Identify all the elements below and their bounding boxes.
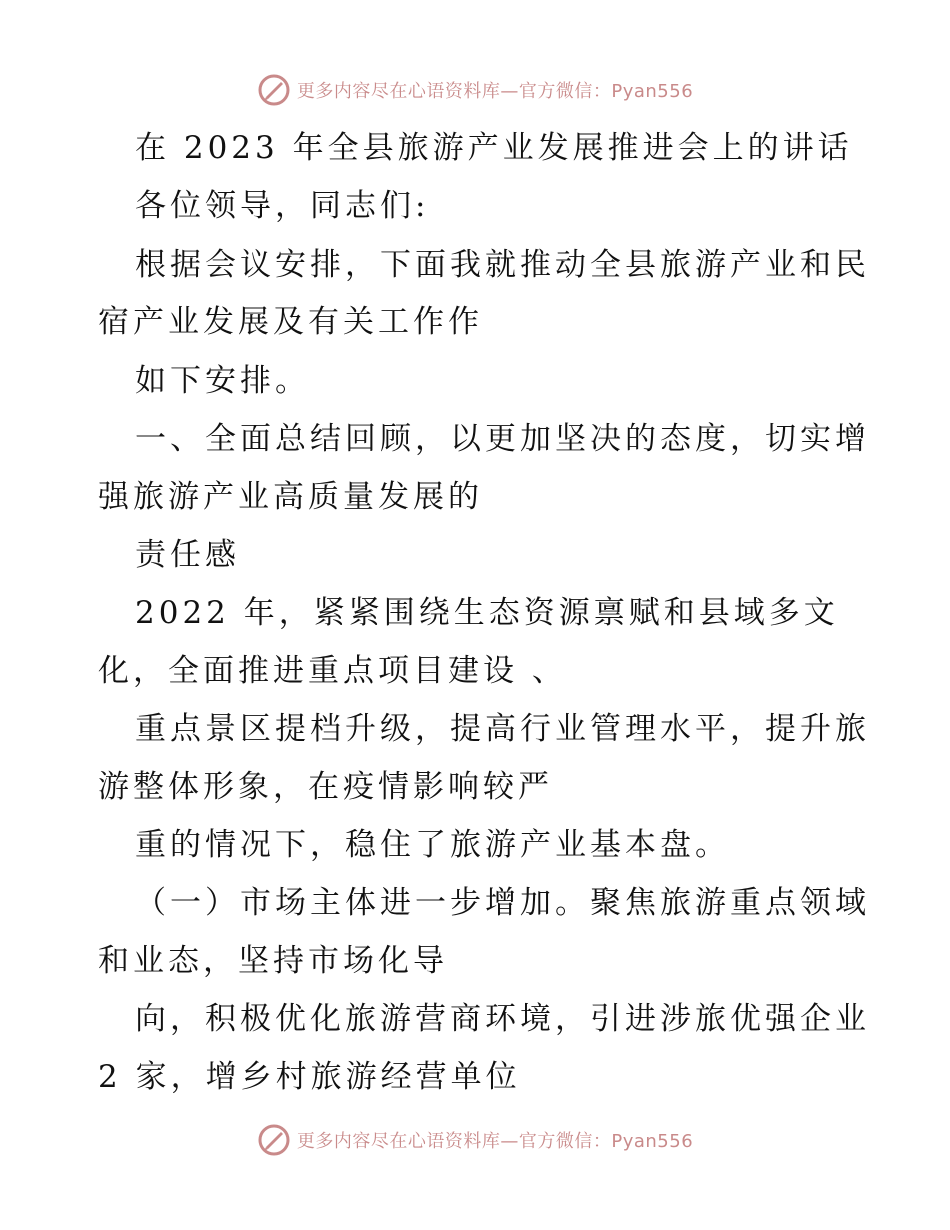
text-line: 游整体形象，在疫情影响较严	[98, 769, 553, 805]
quill-logo-icon	[257, 73, 291, 107]
doc-title: 在 2023 年全县旅游产业发展推进会上的讲话	[135, 130, 853, 166]
text-line: 重点景区提档升级，提高行业管理水平，提升旅	[135, 711, 870, 747]
section-heading: 责任感	[135, 537, 240, 573]
text-line: 如下安排。	[135, 363, 310, 399]
text-line: 2 家，增乡村旅游经营单位	[98, 1059, 521, 1095]
watermark-text: 更多内容尽在心语资料库—官方微信：Pyan556	[296, 81, 694, 102]
text-line: 宿产业发展及有关工作作	[98, 304, 483, 340]
subsection-heading: （一）市场主体进一步增加。聚焦旅游重点领域	[135, 885, 870, 921]
footer-watermark	[0, 1120, 950, 1160]
header-watermark	[0, 70, 950, 110]
text-line: 2022 年，紧紧围绕生态资源禀赋和县域多文	[135, 595, 839, 631]
section-heading: 一、全面总结回顾，以更加坚决的态度，切实增	[135, 421, 870, 457]
text-line: 向，积极优化旅游营商环境，引进涉旅优强企业	[135, 1001, 870, 1037]
salutation: 各位领导，同志们:	[135, 188, 430, 224]
text-line: 根据会议安排，下面我就推动全县旅游产业和民	[135, 247, 870, 283]
text-line: 化，全面推进重点项目建设 、	[98, 653, 567, 689]
quill-logo-icon	[257, 1123, 291, 1157]
section-heading: 强旅游产业高质量发展的	[98, 479, 483, 515]
text-line: 和业态，坚持市场化导	[98, 943, 448, 979]
watermark-text: 更多内容尽在心语资料库—官方微信：Pyan556	[296, 1131, 694, 1152]
text-line: 重的情况下，稳住了旅游产业基本盘。	[135, 827, 730, 863]
